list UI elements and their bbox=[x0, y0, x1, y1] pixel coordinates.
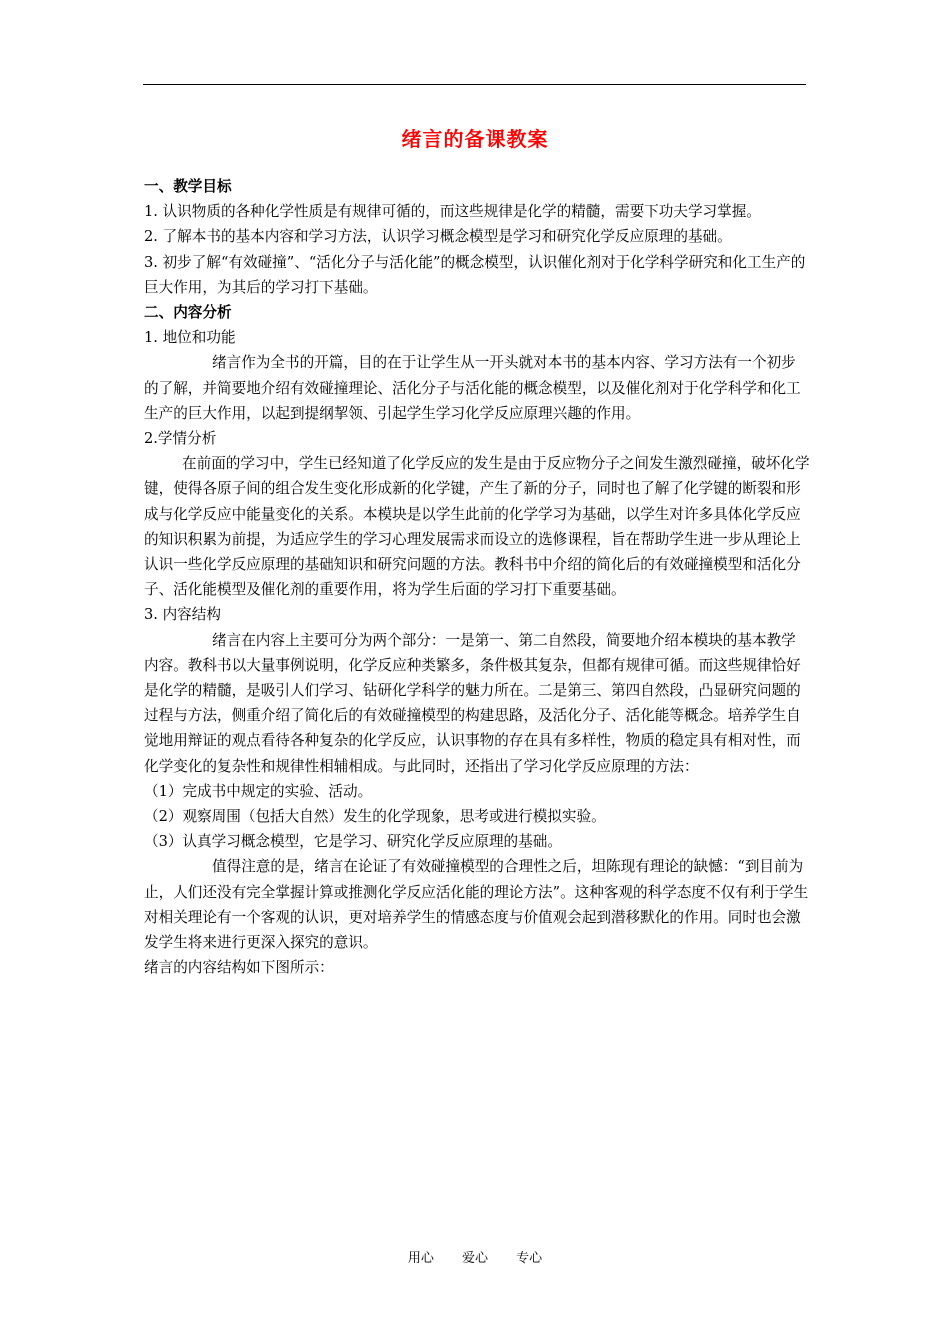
paragraph-learner-analysis: 在前面的学习中，学生已经知道了化学反应的发生是由于反应物分子之间发生激烈碰撞，破坏化学键，使得各原子间的组合发生变化形成新的化学键，产生了新的分子，同时也了解了化学键的断裂和形成与化学反应中能量变化的关系。本模块是以学生此前的化学学习为基础，以学生对许多具体化学反应的知识积累为前提，为适应学生的学习心理发展需求而设立的选修课程，旨在帮助学生进一步从理论上认识一些化学反应原理的基础知识和研究问题的方法。教科书中介绍的简化后的有效碰撞模型和活化分子、活化能模型及催化剂的重要作用，将为学生后面的学习打下重要基础。 bbox=[144, 455, 810, 599]
footer-item-2: 爱心 bbox=[461, 1251, 488, 1266]
page-title: 绪言的备课教案 bbox=[401, 127, 549, 151]
paragraph-content-structure: 绪言在内容上主要可分为两个部分：一是第一、第二自然段，简要地介绍本模块的基本教学内容。教科书以大量事例说明，化学反应种类繁多，条件极其复杂，但都有规律可循。而这些规律恰好是化学的精髓，是吸引人们学习、钻研化学科学的魅力所在。二是第三、第四自然段，凸显研究问题的过程与方法，侧重介绍了简化后的有效碰撞模型的构建思路，及活化分子、活化能等概念。培养学生自觉地用辩证的观点看待各种复杂的化学反应，认识事物的存在具有多样性，物质的稳定具有相对性，而化学变化的复杂性和规律性相辅相成。与此同时，还指出了学习化学反应原理的方法： bbox=[144, 631, 801, 775]
subsection-title-content-structure: 3. 内容结构 bbox=[144, 606, 221, 624]
goal-item-1: 1. 认识物质的各种化学性质是有规律可循的，而这些规律是化学的精髓，需要下功夫学习掌握。 bbox=[144, 203, 761, 221]
goal-item-2: 2. 了解本书的基本内容和学习方法，认识学习概念模型是学习和研究化学反应原理的基础。 bbox=[144, 228, 732, 246]
goal-item-3: 3. 初步了解“有效碰撞”、“活化分子与活化能”的概念模型，认识催化剂对于化学科学研究和化工生产的巨大作用，为其后的学习打下基础。 bbox=[144, 253, 806, 296]
final-line: 绪言的内容结构如下图所示： bbox=[144, 959, 334, 977]
method-item-2: （2）观察周围（包括大自然）发生的化学现象，思考或进行模拟实验。 bbox=[144, 808, 606, 826]
section-heading-content-analysis: 二、内容分析 bbox=[144, 304, 232, 322]
page-footer bbox=[0, 1247, 950, 1266]
subsection-title-position: 1. 地位和功能 bbox=[144, 329, 236, 347]
method-item-3: （3）认真学习概念模型，它是学习、研究化学反应原理的基础。 bbox=[144, 833, 562, 851]
footer-item-1: 用心 bbox=[407, 1251, 434, 1266]
section-heading-teaching-goals: 一、教学目标 bbox=[144, 178, 232, 195]
subsection-title-learner-analysis: 2.学情分析 bbox=[144, 430, 217, 448]
document-body bbox=[144, 174, 810, 981]
paragraph-closing: 值得注意的是，绪言在论证了有效碰撞模型的合理性之后，坦陈现有理论的缺憾：“到目前为止，人们还没有完全掌握计算或推测化学反应活化能的理论方法”。这种客观的科学态度不仅有利于学生对相关理论有一个客观的认识，更对培养学生的情感态度与价值观会起到潜移默化的作用。同时也会激发学生将来进行更深入探究的意识。 bbox=[144, 858, 809, 952]
paragraph-position: 绪言作为全书的开篇，目的在于让学生从一开头就对本书的基本内容、学习方法有一个初步的了解，并简要地介绍有效碰撞理论、活化分子与活化能的概念模型，以及催化剂对于化学科学和化工生产的巨大作用，以起到提纲挈领、引起学生学习化学反应原理兴趣的作用。 bbox=[144, 354, 801, 422]
method-item-1: （1）完成书中规定的实验、活动。 bbox=[144, 782, 373, 800]
header-rule bbox=[143, 84, 806, 85]
footer-item-3: 专心 bbox=[516, 1251, 543, 1266]
